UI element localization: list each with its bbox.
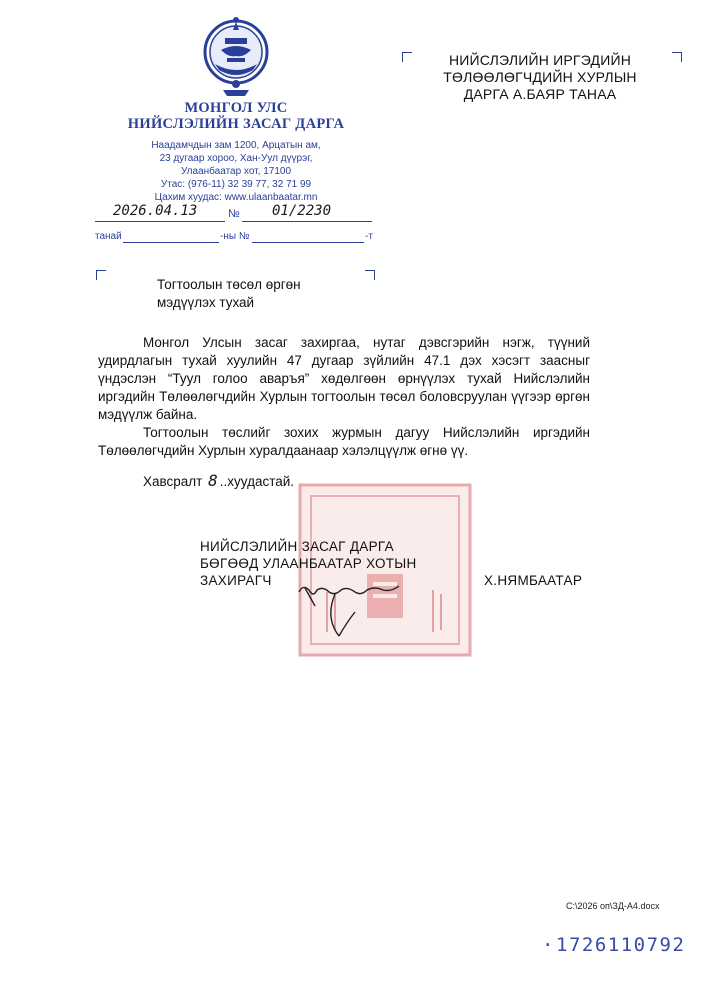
ref-date-underline bbox=[123, 242, 219, 243]
ref-suffix: -т bbox=[365, 231, 373, 242]
address-line: 23 дугаар хороо, Хан-Уул дүүрэг, bbox=[159, 153, 313, 164]
org-title: НИЙСЛЭЛИЙН ЗАСАГ ДАРГА bbox=[127, 116, 345, 132]
signer-title: НИЙСЛЭЛИЙН ЗАСАГ ДАРГА bbox=[200, 539, 394, 554]
attachment-line: Хавсралт 8 ..хуудастай. bbox=[143, 471, 295, 490]
attachment-count: 8 bbox=[208, 471, 218, 490]
attachment-prefix: Хавсралт bbox=[143, 474, 203, 489]
ref-number-underline bbox=[252, 242, 364, 243]
corner-mark bbox=[365, 270, 375, 280]
ref-mid: -ны № bbox=[220, 231, 250, 242]
subject-line: Тогтоолын төсөл өргөн bbox=[157, 277, 301, 292]
ref-prefix: танай bbox=[95, 231, 122, 242]
recipient-line: ДАРГА А.БАЯР ТАНАА bbox=[463, 86, 617, 102]
recipient-line: НИЙСЛЭЛИЙН ИРГЭДИЙН bbox=[448, 52, 632, 68]
serial-dot: · bbox=[542, 934, 555, 956]
body-paragraph: Тогтоолын төслийг зохих журмын дагуу Нийслэлийн иргэдийн Төлөөлөгчдийн Хурлын хуралдаанаар хэлэлцүүлж өгнө үү. bbox=[98, 425, 590, 458]
org-country: МОНГОЛ УЛС bbox=[184, 100, 288, 116]
handwritten-signature bbox=[295, 578, 405, 614]
letter-date: 2026.04.13 bbox=[113, 203, 198, 219]
phone-line: Утас: (976-11) 32 39 77, 32 71 99 bbox=[160, 179, 312, 190]
recipient-line: ТӨЛӨӨЛӨГЧДИЙН ХУРЛЫН bbox=[443, 69, 637, 85]
website-line: Цахим хуудас: www.ulaanbaatar.mn bbox=[154, 192, 318, 203]
attachment-suffix: хуудастай. bbox=[227, 474, 295, 489]
number-sign: № bbox=[228, 208, 240, 220]
body-paragraph: Монгол Улсын засаг захиргаа, нутаг дэвсгэрийн нэгж, түүний удирдлагын тухай хуулийн 47 дугаар зүйлийн 47.1 дэх хэсэгт заасныг үндэслэн “Туул голоо аваръя” хөдөлгөөн өрнүүлэх тухай Нийслэлийн иргэдийн Төлөөлөгчдийн Хурлын тогтоолын төсөл боловсруулан үүгээр өргөн мэдүүлж байна. bbox=[98, 335, 590, 422]
number-underline bbox=[242, 221, 372, 222]
file-path: C:\2026 оп\ЗД-А4.docx bbox=[566, 901, 660, 911]
address-line: Улаанбаатар хот, 17100 bbox=[181, 166, 291, 177]
corner-mark bbox=[672, 52, 682, 62]
signer-title: БӨГӨӨД УЛААНБААТАР ХОТЫН bbox=[200, 556, 417, 571]
address-line: Наадамчдын зам 1200, Арцатын ам, bbox=[151, 140, 321, 151]
letter-number: 01/2230 bbox=[272, 203, 332, 219]
signer-name: Х.НЯМБААТАР bbox=[484, 573, 583, 588]
state-emblem-icon bbox=[201, 12, 271, 102]
date-underline bbox=[95, 221, 225, 222]
corner-mark bbox=[96, 270, 106, 280]
subject-line: мэдүүлэх тухай bbox=[157, 295, 255, 310]
document-serial-number: 1726110792 bbox=[556, 934, 686, 956]
signer-title: ЗАХИРАГЧ bbox=[200, 573, 272, 588]
